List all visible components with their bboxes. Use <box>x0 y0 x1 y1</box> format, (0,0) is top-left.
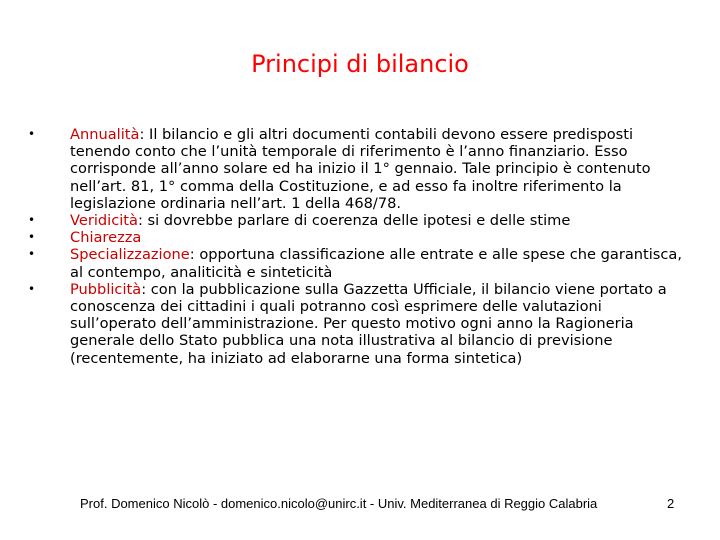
bullet-dot-icon: • <box>28 127 36 141</box>
bullet-dot-icon: • <box>28 230 36 245</box>
bullet-item-veridicita <box>28 212 688 229</box>
bullet-dot-icon: • <box>28 281 36 296</box>
bullet-term: Veridicità <box>70 212 138 230</box>
bullet-item-chiarezza <box>28 229 688 246</box>
slide-title: Principi di bilancio <box>251 50 469 78</box>
bullet-dot-icon: • <box>28 213 36 228</box>
page-number: 2 <box>667 496 675 511</box>
bullet-term: Annualità <box>70 126 140 143</box>
bullet-text: : opportuna classificazione alle entrate e alle spese che garantisca, al contempo, analiticità e sinteticità <box>70 246 683 281</box>
bullet-text: : si dovrebbe parlare di coerenza delle ipotesi e delle stime <box>137 212 571 230</box>
bullet-text: : Il bilancio e gli altri documenti contabili devono essere predisposti tenendo conto che l’unità temporale di riferimento è l’anno finanziario. Esso corrisponde all’anno solare ed ha inizio il 1° gennaio. Tale principio è contenuto nell’art. 81, 1° comma della Costituzione, e ad esso fa inoltre riferimento la legislazione ordinaria nell’art. 1 della 468/78. <box>70 126 651 212</box>
bullet-text: : con la pubblicazione sulla Gazzetta Ufficiale, il bilancio viene portato a conoscenza dei cittadini i quali potranno così esprimere delle valutazioni sull’operato dell’amministrazione. Per questo motivo ogni anno la Ragioneria generale dello Stato pubblica una nota illustrativa al bilancio di previsione (recentemente, ha iniziato ad elaborarne una forma sintetica) <box>70 280 667 367</box>
footer-text: Prof. Domenico Nicolò - domenico.nicolo@unirc.it - Univ. Mediterranea di Reggio Calabria <box>80 496 598 511</box>
bullet-term: Specializzazione <box>70 246 190 264</box>
bullet-item-annualita <box>28 126 688 212</box>
bullet-list <box>28 126 688 367</box>
bullet-item-specializzazione <box>28 246 688 280</box>
bullet-dot-icon: • <box>28 247 36 262</box>
bullet-term: Chiarezza <box>70 229 142 247</box>
bullet-term: Pubblicità <box>70 280 142 298</box>
bullet-item-pubblicita <box>28 281 688 367</box>
